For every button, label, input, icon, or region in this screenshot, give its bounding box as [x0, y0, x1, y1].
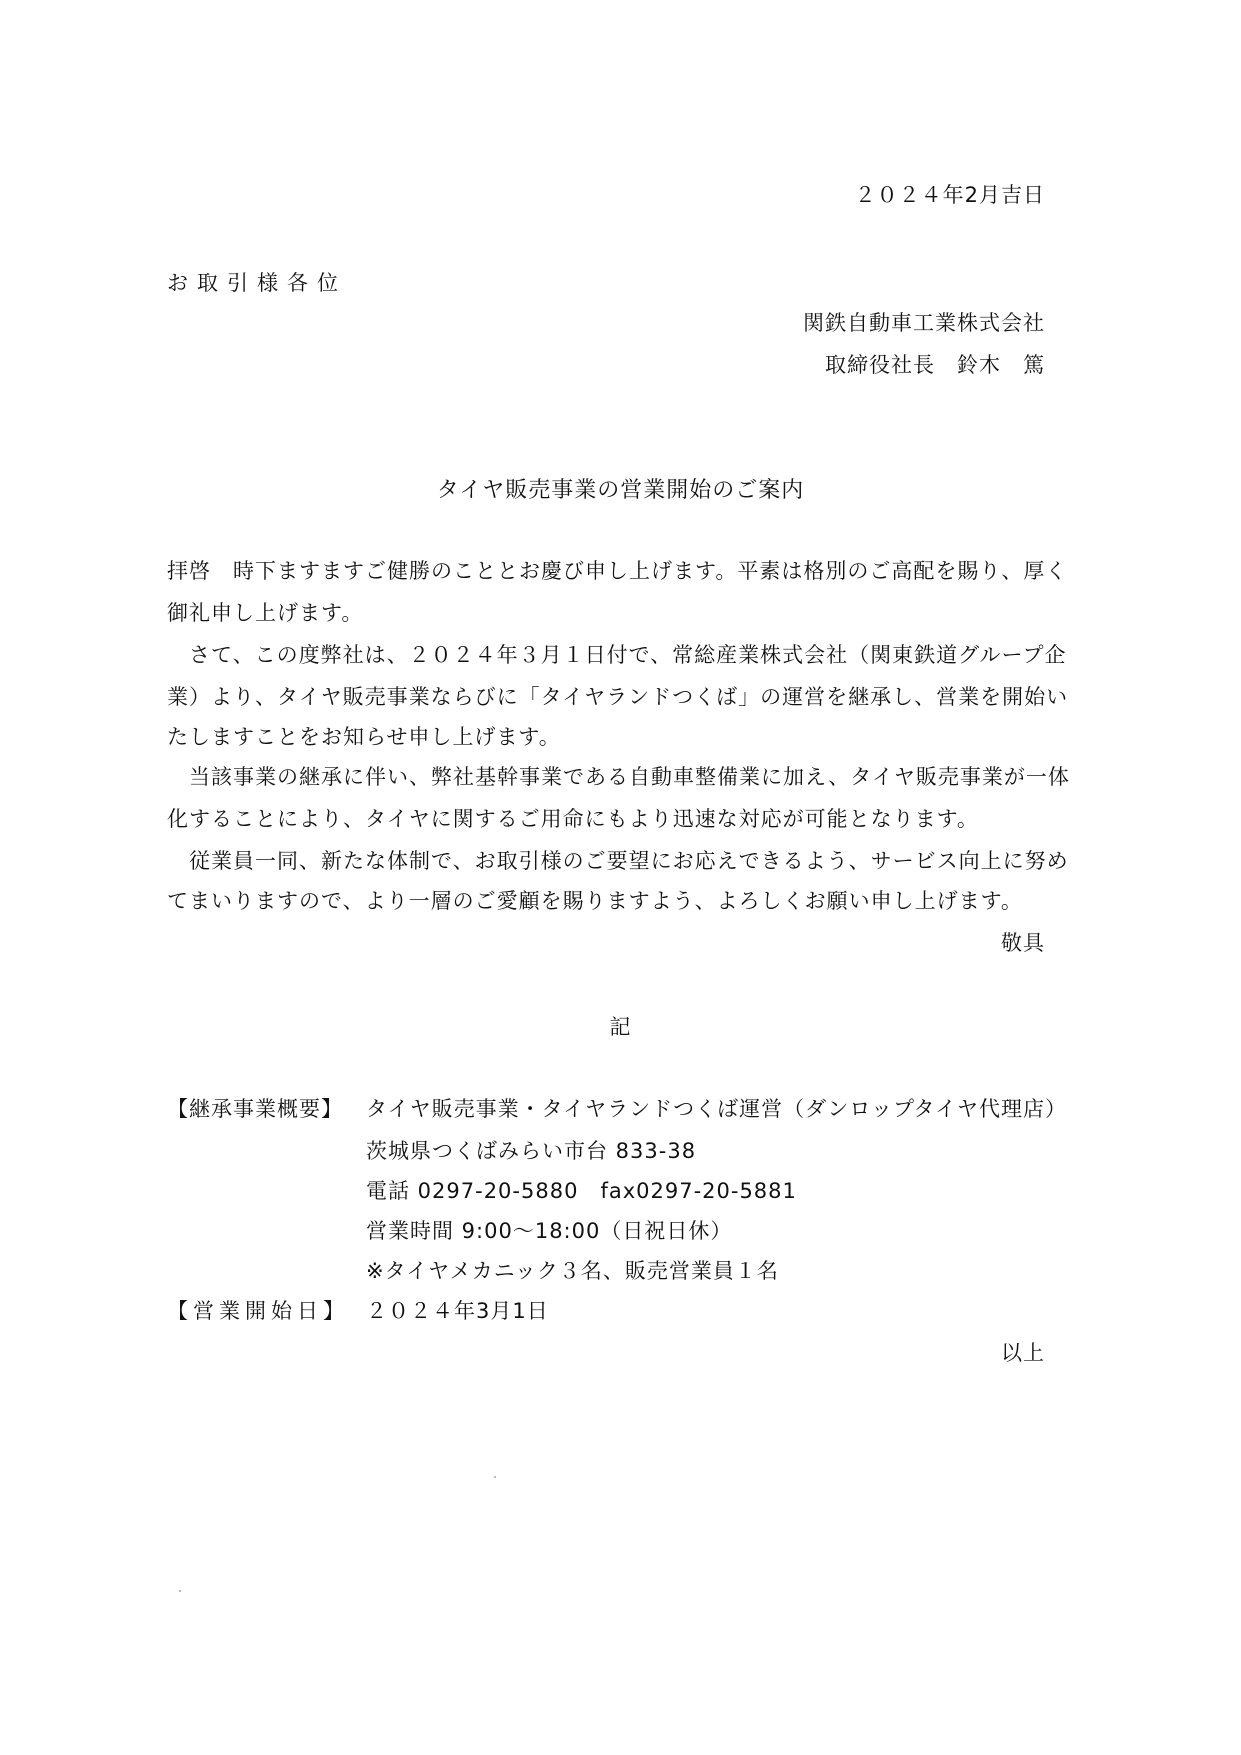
scan-speck	[494, 1476, 496, 1478]
business-summary-label: 【継承事業概要】	[167, 1097, 343, 1121]
sender-company: 関鉄自動車工業株式会社	[803, 311, 1045, 335]
business-staff: ※タイヤメカニック３名、販売営業員１名	[366, 1259, 779, 1283]
closing-keigu: 敬具	[1001, 931, 1045, 955]
body-line: 化することにより、タイヤに関するご用命にもより迅速な対応が可能となります。	[167, 807, 979, 831]
document-title: タイヤ販売事業の営業開始のご案内	[436, 478, 805, 503]
body-line: 業）より、タイヤ販売事業ならびに「タイヤランドつくば」の運営を継承し、営業を開始い	[167, 685, 1069, 709]
sender-signer: 取締役社長 鈴木 篤	[825, 353, 1045, 377]
business-hours: 営業時間 9:00～18:00（日祝日休）	[366, 1219, 733, 1243]
ki-heading: 記	[609, 1015, 632, 1039]
business-phone: 電話 0297-20-5880 fax0297-20-5881	[366, 1179, 797, 1203]
body-line: たしますことをお知らせ申し上げます。	[167, 725, 561, 749]
business-summary-value: タイヤ販売事業・タイヤランドつくば運営（ダンロップタイヤ代理店）	[366, 1097, 1068, 1121]
letter-date: ２０２４年2月吉日	[854, 183, 1045, 207]
body-line: さて、この度弊社は、２０２４年３月１日付で、常総産業株式会社（関東鉄道グループ企	[167, 643, 1067, 667]
start-date-value: ２０２４年3月1日	[366, 1299, 549, 1323]
scan-speck	[179, 1590, 181, 1592]
body-line: 当該事業の継承に伴い、弊社基幹事業である自動車整備業に加え、タイヤ販売事業が一体	[167, 765, 1070, 789]
recipient-line: お取引様各位	[167, 271, 347, 295]
closing-ijo: 以上	[1001, 1341, 1045, 1365]
body-line: てまいりますので、より一層のご愛顧を賜りますよう、よろしくお願い申し上げます。	[167, 889, 1023, 913]
start-date-label: 【営業開始日】	[167, 1299, 349, 1323]
body-line: 御礼申し上げます。	[167, 601, 364, 625]
business-address: 茨城県つくばみらい市台 833-38	[366, 1139, 697, 1163]
body-line: 拝啓 時下ますますご健勝のこととお慶び申し上げます。平素は格別のご高配を賜り、厚く	[167, 559, 1068, 583]
body-line: 従業員一同、新たな体制で、お取引様のご要望にお応えできるよう、サービス向上に努め	[167, 849, 1069, 873]
